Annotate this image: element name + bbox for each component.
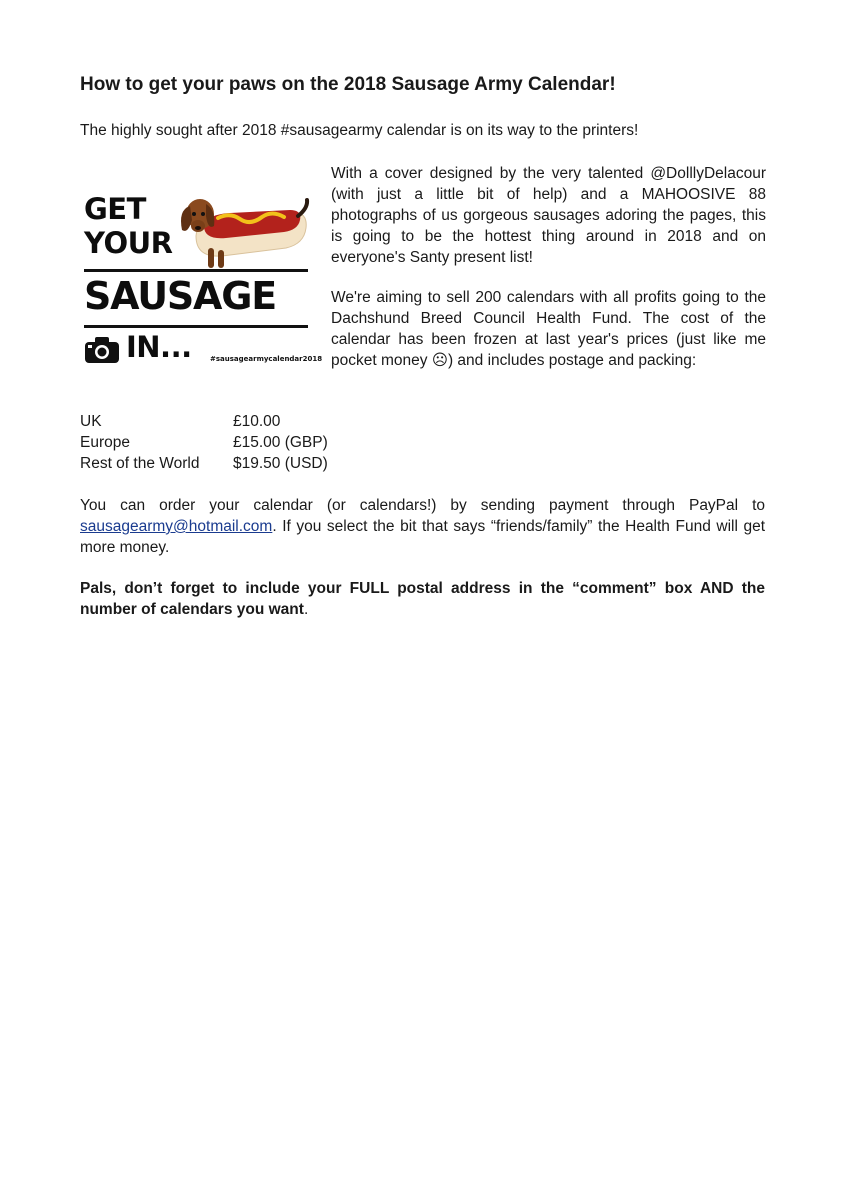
intro-text: The highly sought after 2018 #sausagearmy calendar is on its way to the printers!	[80, 122, 639, 139]
reminder-end: .	[303, 601, 309, 618]
reminder-bold-text: Pals, don’t forget to include your FULL postal address in the “comment” box AND the number of calendars you want	[80, 580, 765, 618]
promo-line-in: IN...	[126, 330, 192, 364]
promo-line-get: GET	[84, 192, 146, 226]
promo-line-sausage: SAUSAGE	[84, 274, 276, 318]
page-title: How to get your paws on the 2018 Sausage Army Calendar!	[80, 74, 616, 95]
price-list	[80, 411, 328, 474]
price-value: $19.50 (USD)	[233, 455, 328, 472]
promo-line-your: YOUR	[84, 226, 173, 260]
price-row	[80, 453, 328, 474]
promo-hashtag: #sausagearmycalendar2018	[210, 355, 323, 363]
dachshund-hotdog-icon	[174, 186, 310, 276]
camera-icon	[84, 336, 120, 364]
price-region: UK	[80, 413, 102, 430]
reminder-paragraph	[80, 578, 765, 620]
price-region: Europe	[80, 434, 130, 451]
pricing-paragraph: We're aiming to sell 200 calendars with all profits going to the Dachshund Breed Council Health Fund. The cost of the calendar has been frozen at last year's prices (just like me pocket money ☹) and includes postage and packing:	[331, 289, 766, 369]
price-row	[80, 411, 328, 432]
price-value: £15.00 (GBP)	[233, 434, 328, 451]
price-value: £10.00	[233, 413, 281, 430]
order-text-end: . If you select the bit that says “friends/family” the Health Fund will get more money.	[80, 518, 765, 556]
cover-paragraph: With a cover designed by the very talented @DolllyDelacour (with just a little bit of help) and a MAHOOSIVE 88 photographs of us gorgeous sausages adoring the pages, this is going to be the hottest thing around in 2018 and on everyone's Santy present list!	[331, 165, 766, 266]
email-link[interactable]: sausagearmy@hotmail.com	[80, 518, 273, 535]
promo-divider	[84, 325, 308, 328]
promo-image	[78, 168, 323, 373]
order-paragraph	[80, 495, 765, 558]
price-row	[80, 432, 328, 453]
price-region: Rest of the World	[80, 455, 200, 472]
order-text-start: You can order your calendar (or calendars!) by sending payment through PayPal to	[80, 497, 765, 514]
